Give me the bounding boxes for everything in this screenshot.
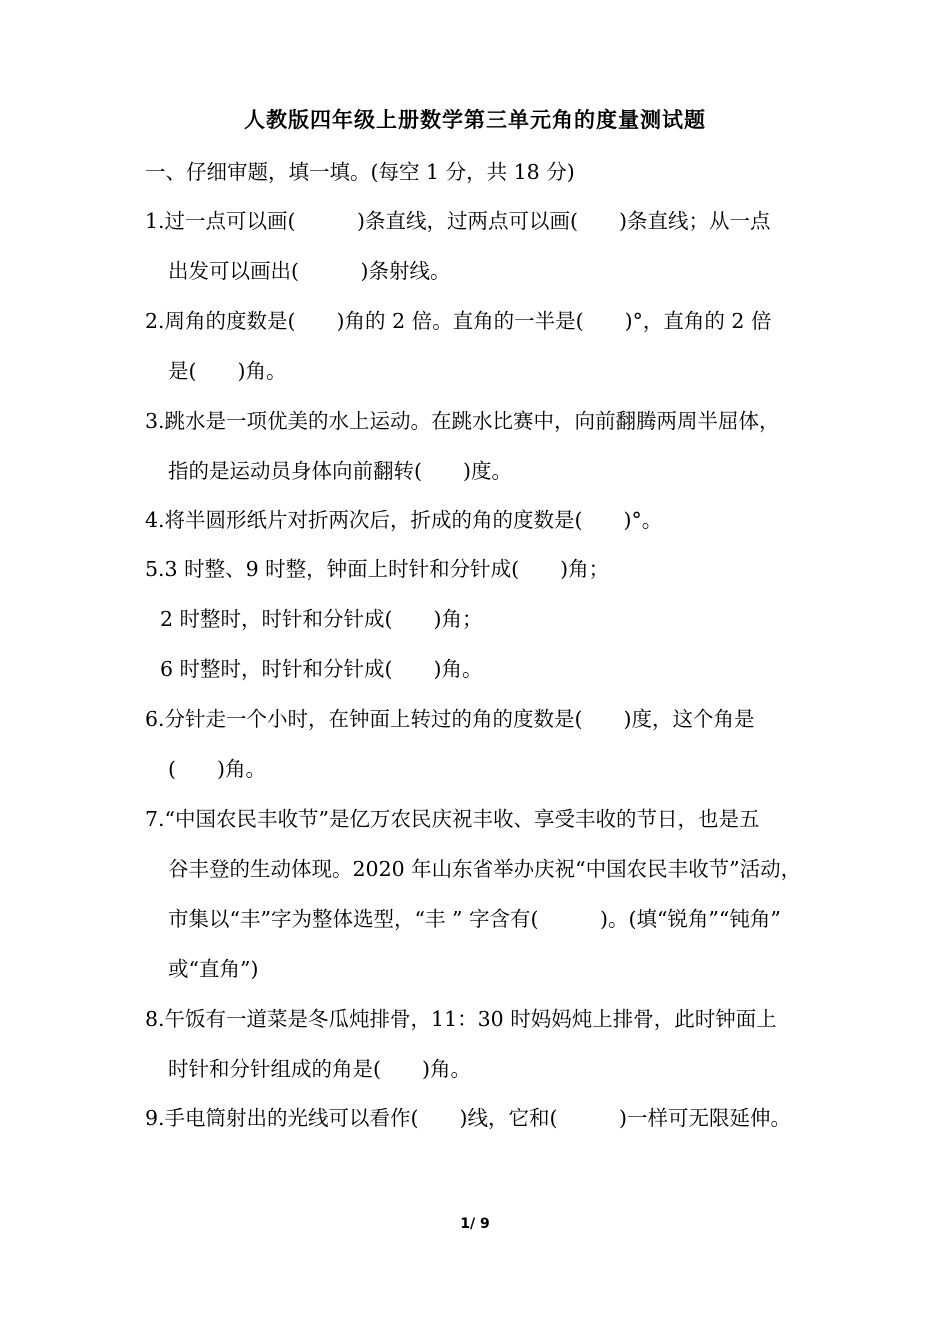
question-7-line-3: 市集以“丰”字为整体选型，“丰 ” 字含有( )。(填“锐角”“钝角” [168,907,781,931]
question-5-line-2: 2 时整时，时针和分针成( )角； [160,607,483,631]
question-2-line-2: 是( )角。 [168,359,287,383]
question-6-line-2: ( )角。 [168,757,266,781]
question-6-line-1: 6.分针走一个小时，在钟面上转过的角的度数是( )度，这个角是 [145,707,755,731]
question-7-line-1: 7.“中国农民丰收节”是亿万农民庆祝丰收、享受丰收的节日，也是五 [145,807,760,831]
question-2-line-1: 2.周角的度数是( )角的 2 倍。直角的一半是( )°，直角的 2 倍 [145,309,772,333]
page-title: 人教版四年级上册数学第三单元角的度量测试题 [244,108,706,132]
question-5-line-1: 5.3 时整、9 时整，钟面上时针和分针成( )角； [145,557,610,581]
question-8-line-2: 时针和分针组成的角是( )角。 [168,1057,471,1081]
section-heading: 一、仔细审题，填一填。(每空 1 分，共 18 分) [145,160,575,184]
question-4-line-1: 4.将半圆形纸片对折两次后，折成的角的度数是( )°。 [145,508,663,532]
question-8-line-1: 8.午饭有一道菜是冬瓜炖排骨，11：30 时妈妈炖上排骨，此时钟面上 [145,1007,777,1031]
page-number: 1/ 9 [460,1216,490,1232]
question-3-line-2: 指的是运动员身体向前翻转( )度。 [168,459,512,483]
question-7-line-4: 或“直角”) [168,957,259,981]
question-9-line-1: 9.手电筒射出的光线可以看作( )线，它和( )一样可无限延伸。 [145,1106,792,1130]
question-7-line-2: 谷丰登的生动体现。2020 年山东省举办庆祝“中国农民丰收节”活动， [168,857,802,881]
question-1-line-2: 出发可以画出( )条射线。 [168,259,451,283]
question-3-line-1: 3.跳水是一项优美的水上运动。在跳水比赛中，向前翻腾两周半屈体， [145,409,780,433]
question-1-line-1: 1.过一点可以画( )条直线，过两点可以画( )条直线；从一点 [145,209,771,233]
question-5-line-3: 6 时整时，时针和分针成( )角。 [160,657,483,681]
